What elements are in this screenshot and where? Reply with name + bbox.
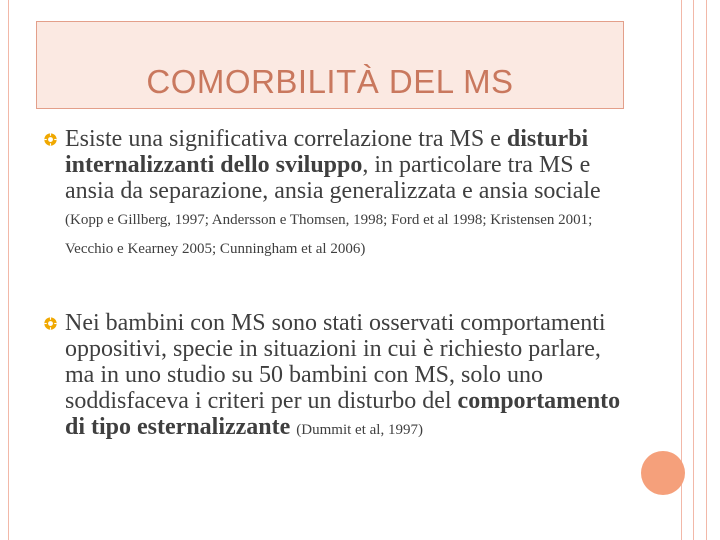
bullet-paragraph-1 bbox=[65, 126, 630, 262]
citation: (Dummit et al, 1997) bbox=[296, 422, 423, 438]
bullet-paragraph-2 bbox=[65, 310, 630, 443]
decor-circle bbox=[641, 451, 685, 495]
decor-line-left bbox=[8, 0, 9, 540]
paragraph-emphasis: comportamento di tipo esternalizzante bbox=[65, 388, 621, 440]
sun-gear-bullet-icon bbox=[43, 316, 58, 331]
decor-line-right-3 bbox=[706, 0, 707, 540]
citation: (Kopp e Gillberg, 1997; Andersson e Thomsen, 1998; Ford et al 1998; Kristensen 2001; Vecchio e Kearney 2005; Cunningham et al 2006) bbox=[65, 212, 593, 257]
title-box bbox=[36, 21, 624, 109]
sun-gear-bullet-icon bbox=[43, 132, 58, 147]
paragraph-text: Nei bambini con MS sono stati osservati comportamenti oppositivi, specie in situazioni in cui è richiesto parlare, ma in uno studio su 50 bambini con MS, solo uno soddisfaceva i criteri per un disturbo del bbox=[65, 310, 606, 414]
paragraph-text: , in particolare tra MS e ansia da separazione, ansia generalizzata e ansia sociale bbox=[65, 152, 601, 204]
slide-title: COMORBILITÀ DEL MS bbox=[146, 63, 514, 100]
paragraph-emphasis: disturbi internalizzanti dello sviluppo bbox=[65, 126, 589, 178]
decor-line-right-1 bbox=[681, 0, 682, 540]
paragraph-text: Esiste una significativa correlazione tra MS e bbox=[65, 126, 507, 152]
decor-line-right-2 bbox=[693, 0, 694, 540]
